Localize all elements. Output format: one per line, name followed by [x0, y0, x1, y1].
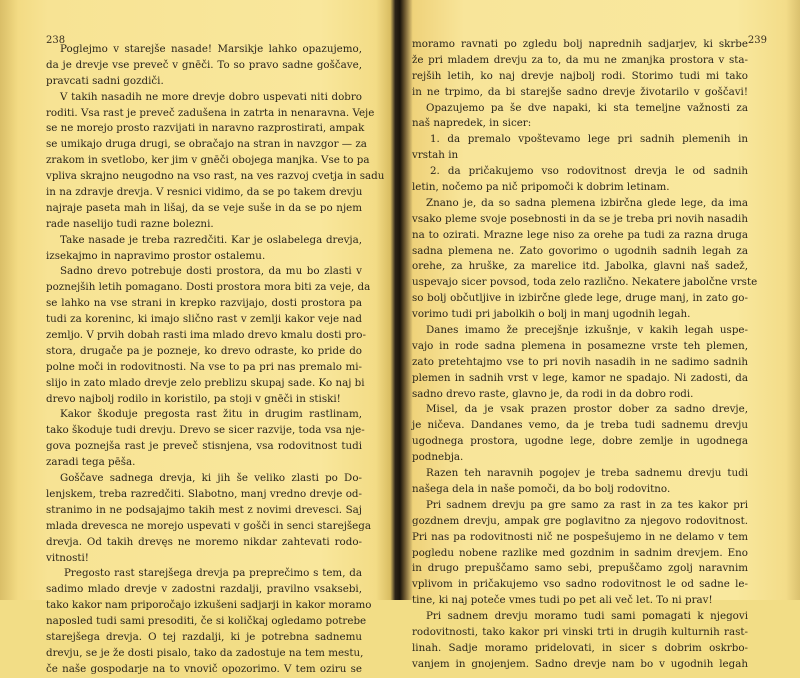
page-number-left: 238	[46, 35, 66, 46]
text-line: in na zdravje drevja. V resnici vidimo, da se po takem drevju	[46, 186, 363, 199]
text-line: rade naselijo tudi razne bolezni.	[46, 217, 214, 230]
text-line: če naše gospodarje na to vnovič opozorimo. V tem oziru se	[46, 662, 362, 675]
text-line: naš napredek, in sicer:	[412, 117, 532, 130]
text-line: letin, nočemo pa nič pripomoči k dobrim letinam.	[412, 181, 670, 194]
text-line: drevju, se je že dosti pisalo, tako da zadostuje na tem mestu,	[46, 646, 364, 659]
text-line: zato pretehtajmo vse to pri novih nasadih in ne sadimo sadnih	[412, 355, 748, 368]
text-line: naposled tudi sami presoditi, če si količkaj ogledamo potrebe	[46, 615, 367, 628]
text-line: Opazujemo pa še dve napaki, ki sta temeljne važnosti za	[426, 101, 748, 114]
text-line: stora, drugače pa je pozneje, ko drevo odraste, ko pride do	[46, 344, 362, 357]
text-line: moramo ravnati po zgledu bolj naprednih sadjarjev, ki skrbe	[412, 38, 748, 50]
text-line: Goščave sadnega drevja, ki jih še veliko zlasti po Do-	[60, 472, 362, 485]
text-line: Kakor škoduje pregosta rast žitu in drugim rastlinam,	[60, 408, 362, 421]
text-line: drevja. Od takih drevęs ne moremo nikdar zahtevati rodo-	[46, 535, 362, 548]
left-page-text	[46, 42, 385, 678]
text-line: so bolj občutljive in izbirčne glede lege, druge manj, in zato go-	[412, 292, 748, 305]
text-line: vplivom in pričakujemo vso sadno rodovitnost le od sadne le-	[412, 578, 748, 591]
text-line: 1. da premalo vpoštevamo lege pri sadnih plemenih in	[430, 133, 748, 146]
text-line: se lahko na vse strani in krepko razvijajo, dosti prostora pa	[46, 297, 362, 310]
text-line: zaradi tega pēša.	[46, 456, 136, 469]
text-line: tine, ki naj poteče vmes tudi po pet ali več let. To ni prav!	[412, 594, 713, 607]
text-line: Pri sadnem drevju pa gre samo za rast in za tes kakor pri	[426, 498, 748, 511]
text-line: da je drevje vse preveč v gnēči. To so pravo sadne goščave,	[46, 58, 362, 71]
text-line: vajo in rode sadna plemena in posamezne vrste teh plemen,	[412, 339, 748, 352]
text-line: podnebja.	[412, 451, 464, 464]
text-line: stranimo in ne podsajajmo takih mest z novimi drevesci. Saj	[46, 503, 362, 516]
text-line: Take nasade je treba razredčiti. Kar je oslabelega drevja,	[60, 233, 362, 246]
text-line: našega dela in naše pomoči, da bo bolj rodovitno.	[412, 482, 671, 495]
text-line: se umikajo druga drugi, se obračajo na stran in navzgor — za	[46, 138, 367, 151]
text-line: sadimo mlado drevje v zadostni razdalji, pravilno vsaksebi,	[46, 583, 362, 596]
left-page	[0, 0, 392, 675]
text-line: Poglejmo v starejše nasade! Marsikje lahko opazujemo,	[60, 43, 362, 55]
text-line: Pri sadnem drevju moramo tudi sami pomagati k njegovi	[426, 610, 748, 623]
text-line: Misel, da je vsak prazen prostor dober za sadno drevje,	[426, 403, 748, 416]
text-line: tako kakor nam priporočajo izkušeni sadjarji in kakor moramo	[46, 599, 372, 612]
text-line: tako škoduje tudi drevju. Drevo se sicer razvije, toda vsa nje-	[46, 424, 365, 437]
page-number-right: 239	[747, 35, 767, 46]
text-line: vanjem in gnojenjem. Sadno drevje nam bo v ugodnih legah	[412, 657, 748, 670]
text-line: ugodnega prostora, ugodne lege, dobre zemlje in ugodnega	[412, 435, 748, 448]
text-line: Pri nas pa rodovitnosti nič ne pospešujemo in ne delamo v tem	[412, 530, 748, 543]
text-line: sadno drevo raste, glavno je, da rodi in da dobro rodi.	[412, 387, 694, 400]
text-line: linah. Sadje moramo pridelovati, in sicer s dobrim oskrbo-	[412, 641, 748, 654]
text-line: drevo najbolj rodilo in koristilo, pa stoji v gnēči in stiski!	[46, 392, 341, 405]
text-line: orehe, za hruške, za marelice itd. Jabolka, glavni naš sadež,	[412, 260, 748, 273]
text-line: poznejših letih pomagano. Dosti prostora mora biti za veje, da	[46, 281, 371, 294]
text-line: plemen in sadnih vrst v lege, kamor ne spadajo. Ni zadosti, da	[412, 371, 748, 384]
text-line: sadna plemena ne. Zato govorimo o ugodnih sadnih legah za	[412, 244, 748, 257]
text-line: in ne trpimo, da bi starejše sadno drevje životarilo v goščavi!	[412, 85, 748, 98]
text-line: pogledu nobene razlike med gozdnim in sadnim drevjem. Eno	[412, 546, 748, 559]
text-line: V takih nasadih ne more drevje dobro uspevati niti dobro	[60, 90, 362, 103]
text-line: je ničeva. Dandanes vemo, da je treba tudi sadnemu drevju	[412, 419, 748, 432]
text-line: in drugo prepuščamo samo sebi, prepuščamo zgolj naravnim	[412, 562, 748, 575]
right-page	[402, 0, 800, 670]
text-line: rejših letih, ko naj drevje najbolj rodi. Storimo tudi mi tako	[412, 69, 748, 82]
text-line: tudi za koreninc, ki imajo slično rast v zemlji kakor veje nad	[46, 313, 362, 326]
text-line: rodovitnosti, tako kakor pri vinski trti in drugih kulturnih rast-	[412, 625, 748, 638]
text-line: mlada drevesca ne morejo uspevati v gošči in senci starejšega	[46, 519, 372, 532]
text-line: izsekajmo in napravimo prostor ostalemu.	[46, 249, 266, 262]
text-line: vsako pleme svoje posebnosti in da se je treba pri novih nasadih	[412, 212, 748, 225]
text-line: Pregosto rast starejšega drevja pa preprečimo s tem, da	[64, 567, 362, 580]
text-line: gova poznejša rast je preveč stisnjena, vsa rodovitnost tudi	[46, 440, 362, 453]
text-line: že pri mladem drevju za to, da mu ne zmanjka prostora v sta-	[412, 53, 748, 66]
text-line: uspevajo sicer povsod, toda zelo različno. Nekatere jabolčne vrste	[412, 276, 758, 289]
text-line: se ne morejo prosto razvijati in naravno razprostirati, ampak	[46, 122, 365, 135]
text-line: slijo in zato mlado drevje zelo preblizu skupaj sade. Ko naj bi	[46, 376, 365, 389]
text-line: pravcati sadni gozdiči.	[46, 74, 164, 87]
text-line: roditi. Vsa rast je preveč zadušena in zatrta in nenaravna. Veje	[46, 106, 375, 119]
text-line: najraje paseta mah in lišaj, da se veje suše in da se po njem	[46, 201, 362, 214]
text-line: vrstah in	[412, 149, 459, 162]
text-line: lenjskem, treba razredčiti. Slabotno, manj vredno drevje od-	[46, 487, 362, 500]
text-line: zrakom in svetlobo, ker jim v gnēči obojega manjka. Vse to pa	[46, 154, 370, 167]
text-line: na to ozirati. Mrazne lege niso za orehe pa tudi za razna druga	[412, 228, 748, 241]
text-line: vorimo tudi pri jabolkih o bolj in manj ugodnih legah.	[412, 308, 691, 321]
text-line: Sadno drevo potrebuje dosti prostora, da mu bo zlasti v	[60, 265, 362, 278]
text-line: vpliva skrajno neugodno na vso rast, na ves razvoj cvetja in sadu	[46, 170, 385, 183]
text-line: Danes imamo že precejšnje izkušnje, v kakih legah uspe-	[426, 324, 748, 337]
text-line: 2. da pričakujemo vso rodovitnost drevja le od sadnih	[430, 165, 748, 178]
text-line: vitnosti!	[46, 551, 89, 564]
text-line: zemljo. V prvih dobah rasti ima mlado drevo kmalu dosti pro-	[46, 329, 366, 342]
text-line: starejšega drevja. O tej razdalji, ki je potrebna sadnemu	[46, 630, 362, 643]
right-page-text	[412, 37, 758, 673]
text-line: gozdnem drevju, ampak gre poglavitno za njegovo rodovitnost.	[412, 514, 748, 527]
text-line: Znano je, da so sadna plemena izbirčna glede lege, da ima	[426, 196, 748, 209]
text-line: Razen teh naravnih pogojev je treba sadnemu drevju tudi	[426, 467, 748, 480]
text-line: polne moči in rodovitnosti. Na vse to pa pri nas premalo mi-	[46, 360, 362, 373]
